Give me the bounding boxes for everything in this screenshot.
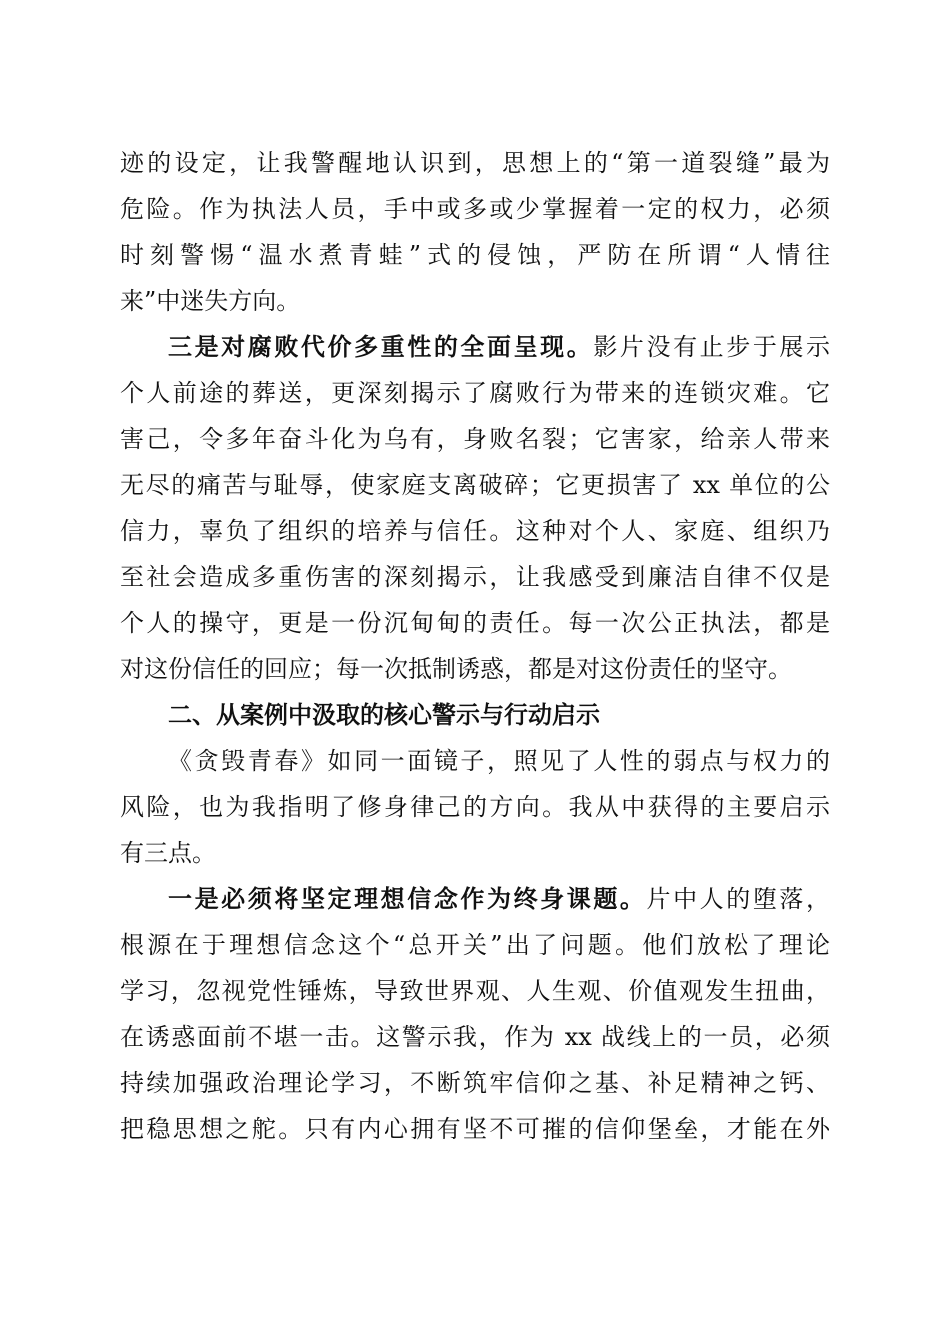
paragraph-first-line (120, 324, 830, 370)
text-line: 学习，忽视党性锤炼，导致世界观、人生观、价值观发生扭曲， (120, 977, 830, 1005)
paragraph-first-line (120, 876, 830, 922)
text-line: 害己，令多年奋斗化为乌有，身败名裂；它害家，给亲人带来 (120, 425, 830, 453)
text-line: 把稳思想之舵。只有内心拥有坚不可摧的信仰堡垒，才能在外 (120, 1115, 830, 1143)
text-line: 在诱惑面前不堪一击。这警示我，作为 xx 战线上的一员，必须 (120, 1023, 830, 1051)
document-page (120, 140, 830, 1152)
text-line: 风险，也为我指明了修身律己的方向。我从中获得的主要启示 (120, 793, 830, 821)
text-line: 《贪毁青春》如同一面镜子，照见了人性的弱点与权力的 (168, 747, 830, 775)
text-line: 来”中迷失方向。 (120, 287, 301, 315)
text-line: 信力，辜负了组织的培养与信任。这种对个人、家庭、组织乃 (120, 517, 830, 545)
text-line: 迹的设定，让我警醒地认识到，思想上的“第一道裂缝”最为 (120, 149, 830, 177)
text-fragment: 影片没有止步于展示 (593, 333, 831, 361)
text-line: 个人前途的葬送，更深刻揭示了腐败行为带来的连锁灾难。它 (120, 379, 830, 407)
text-line: 无尽的痛苦与耻辱，使家庭支离破碎；它更损害了 xx 单位的公 (120, 471, 830, 499)
text-line: 至社会造成多重伤害的深刻揭示，让我感受到廉洁自律不仅是 (120, 563, 830, 591)
text-line: 个人的操守，更是一份沉甸甸的责任。每一次公正执法，都是 (120, 609, 830, 637)
text-fragment: 片中人的堕落， (646, 885, 830, 913)
text-line: 危险。作为执法人员，手中或多或少掌握着一定的权力，必须 (120, 195, 830, 223)
subpoint-title: 一是必须将坚定理想信念作为终身课题。 (168, 884, 647, 913)
text-line: 对这份信任的回应；每一次抵制诱惑，都是对这份责任的坚守。 (120, 655, 792, 683)
section-heading: 二、从案例中汲取的核心警示与行动启示 (168, 701, 600, 729)
subpoint-title: 三是对腐败代价多重性的全面呈现。 (168, 332, 594, 361)
text-line: 根源在于理想信念这个“总开关”出了问题。他们放松了理论 (120, 931, 830, 959)
text-line: 有三点。 (120, 839, 216, 867)
text-line: 持续加强政治理论学习，不断筑牢信仰之基、补足精神之钙、 (120, 1069, 830, 1097)
text-line: 时刻警惕“温水煮青蛙”式的侵蚀，严防在所谓“人情往 (120, 241, 830, 269)
